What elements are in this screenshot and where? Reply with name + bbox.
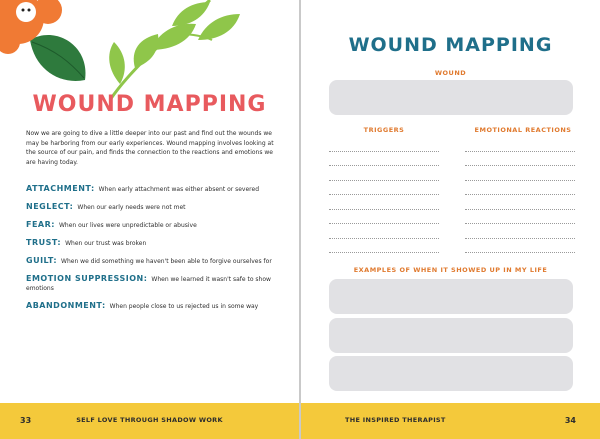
- definition-attachment: [26, 184, 282, 194]
- footer-title: THE INSPIRED THERAPIST: [345, 416, 446, 424]
- page-number: 33: [20, 416, 32, 425]
- writing-line[interactable]: [329, 239, 439, 254]
- page-title: WOUND MAPPING: [32, 92, 267, 117]
- term-description: When our trust was broken: [65, 240, 147, 247]
- term-description: When people close to us rejected us in some way: [109, 303, 259, 310]
- definition-neglect: [26, 202, 282, 212]
- definition-trust: [26, 238, 282, 248]
- term: TRUST:: [26, 238, 62, 247]
- example-box-2[interactable]: [329, 318, 573, 353]
- term: ABANDONMENT:: [26, 301, 106, 310]
- term: FEAR:: [26, 220, 55, 229]
- right-page: [301, 0, 600, 439]
- writing-line[interactable]: [465, 195, 575, 210]
- definitions-list: [26, 184, 282, 319]
- term-description: When our lives were unpredictable or abusive: [58, 222, 197, 229]
- definition-fear: [26, 220, 282, 230]
- writing-line[interactable]: [465, 224, 575, 239]
- example-box-3[interactable]: [329, 356, 573, 391]
- reactions-lines[interactable]: [465, 137, 575, 253]
- term-description: When we did something we haven't been able to forgive ourselves for: [61, 258, 272, 265]
- triggers-label: TRIGGERS: [363, 126, 405, 134]
- intro-paragraph: Now we are going to dive a little deeper into our past and find out the wounds we may be harboring from our early experiences. Wound mapping involves looking at the source of our pain, and finds the connection to the reactions and emotions we are having today.: [26, 130, 274, 166]
- page-title: WOUND MAPPING: [348, 34, 553, 56]
- writing-line[interactable]: [465, 210, 575, 225]
- writing-line[interactable]: [329, 166, 439, 181]
- term: NEGLECT:: [26, 202, 74, 211]
- writing-line[interactable]: [465, 137, 575, 152]
- writing-line[interactable]: [465, 166, 575, 181]
- writing-line[interactable]: [465, 181, 575, 196]
- term-description: When we learned it wasn't safe to show emotions: [26, 276, 271, 292]
- wound-label: WOUND: [434, 69, 467, 77]
- term-description: When our early needs were not met: [77, 204, 186, 211]
- definition-emotion-suppression: [26, 274, 282, 293]
- term: GUILT:: [26, 256, 58, 265]
- example-box-1[interactable]: [329, 279, 573, 314]
- definition-abandonment: [26, 301, 282, 311]
- definition-guilt: [26, 256, 282, 266]
- term: ATTACHMENT:: [26, 184, 95, 193]
- triggers-lines[interactable]: [329, 137, 439, 253]
- term: EMOTION SUPPRESSION:: [26, 274, 148, 283]
- writing-line[interactable]: [329, 210, 439, 225]
- writing-line[interactable]: [465, 239, 575, 254]
- writing-line[interactable]: [329, 224, 439, 239]
- wound-input-box[interactable]: [329, 80, 573, 115]
- page-footer: [0, 403, 299, 439]
- writing-line[interactable]: [465, 152, 575, 167]
- examples-label: EXAMPLES OF WHEN IT SHOWED UP IN MY LIFE: [353, 266, 548, 274]
- page-number: 34: [564, 416, 576, 425]
- floral-decoration: [0, 0, 299, 100]
- writing-line[interactable]: [329, 195, 439, 210]
- left-page: [0, 0, 299, 439]
- writing-line[interactable]: [329, 181, 439, 196]
- term-description: When early attachment was either absent or severed: [98, 186, 260, 193]
- footer-title: SELF LOVE THROUGH SHADOW WORK: [76, 416, 223, 424]
- emotional-reactions-label: EMOTIONAL REACTIONS: [474, 126, 572, 134]
- writing-line[interactable]: [329, 152, 439, 167]
- writing-line[interactable]: [329, 137, 439, 152]
- page-footer: [301, 403, 600, 439]
